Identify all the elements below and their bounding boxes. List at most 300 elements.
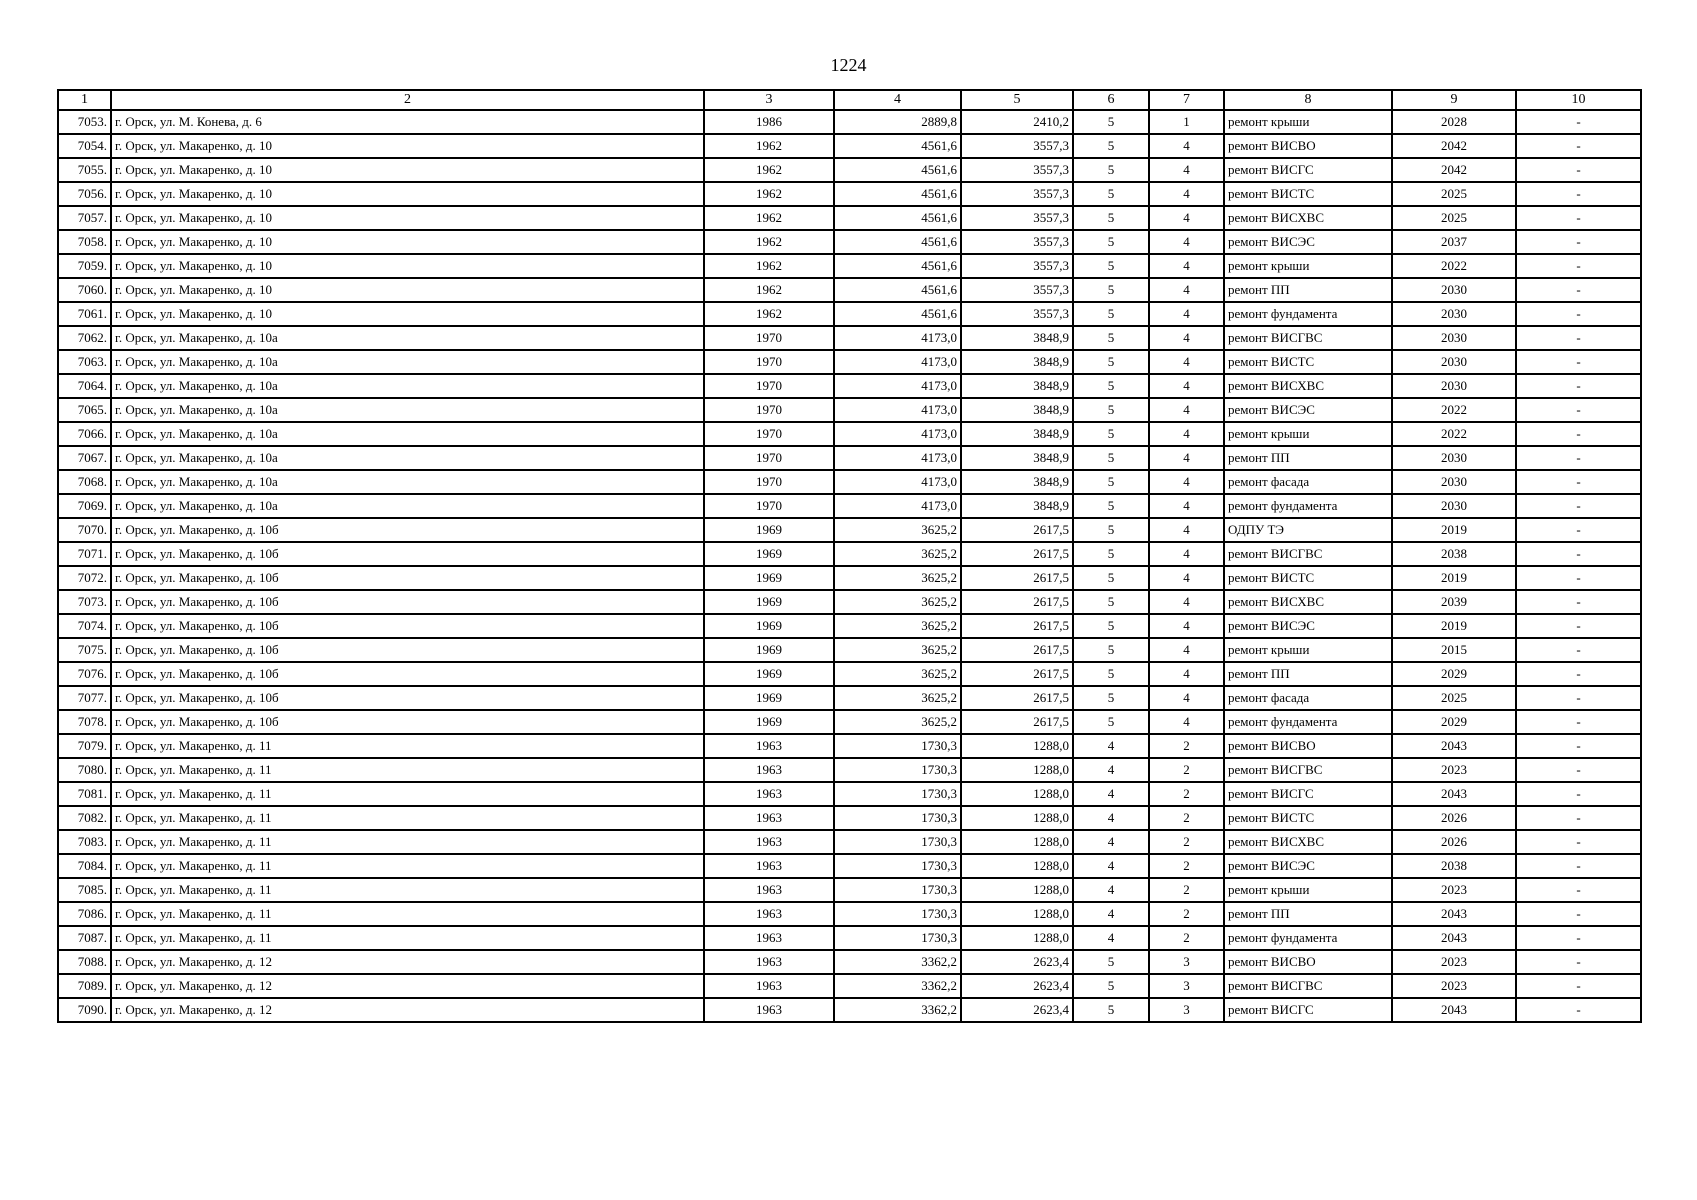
cell-year-built: 1963 (704, 782, 834, 806)
cell-row-number: 7078. (58, 710, 111, 734)
cell-entrances: 4 (1149, 470, 1224, 494)
cell-total-area: 1730,3 (834, 806, 961, 830)
cell-note: - (1516, 158, 1641, 182)
cell-year-built: 1963 (704, 998, 834, 1022)
cell-address: г. Орск, ул. Макаренко, д. 12 (111, 974, 704, 998)
cell-note: - (1516, 470, 1641, 494)
cell-row-number: 7059. (58, 254, 111, 278)
cell-floors: 5 (1073, 134, 1149, 158)
cell-note: - (1516, 686, 1641, 710)
cell-address: г. Орск, ул. Макаренко, д. 10а (111, 374, 704, 398)
cell-year-built: 1969 (704, 662, 834, 686)
cell-entrances: 4 (1149, 662, 1224, 686)
cell-address: г. Орск, ул. Макаренко, д. 10б (111, 590, 704, 614)
cell-entrances: 4 (1149, 542, 1224, 566)
cell-entrances: 4 (1149, 350, 1224, 374)
cell-total-area: 3625,2 (834, 566, 961, 590)
cell-address: г. Орск, ул. Макаренко, д. 11 (111, 806, 704, 830)
cell-year-planned: 2030 (1392, 326, 1516, 350)
cell-row-number: 7056. (58, 182, 111, 206)
cell-floors: 5 (1073, 206, 1149, 230)
cell-year-built: 1969 (704, 590, 834, 614)
table-row (58, 398, 1641, 422)
cell-year-planned: 2042 (1392, 134, 1516, 158)
cell-living-area: 2617,5 (961, 566, 1073, 590)
cell-work-type: ремонт ВИСГС (1224, 158, 1392, 182)
cell-address: г. Орск, ул. Макаренко, д. 10б (111, 638, 704, 662)
cell-note: - (1516, 710, 1641, 734)
cell-entrances: 3 (1149, 950, 1224, 974)
cell-year-planned: 2019 (1392, 566, 1516, 590)
cell-living-area: 1288,0 (961, 878, 1073, 902)
cell-address: г. Орск, ул. Макаренко, д. 10 (111, 158, 704, 182)
cell-year-planned: 2023 (1392, 758, 1516, 782)
cell-total-area: 4561,6 (834, 158, 961, 182)
cell-note: - (1516, 326, 1641, 350)
cell-year-planned: 2022 (1392, 254, 1516, 278)
table-row (58, 686, 1641, 710)
cell-entrances: 4 (1149, 446, 1224, 470)
table-row (58, 590, 1641, 614)
cell-year-planned: 2023 (1392, 950, 1516, 974)
cell-address: г. Орск, ул. Макаренко, д. 10а (111, 422, 704, 446)
cell-year-planned: 2043 (1392, 734, 1516, 758)
cell-note: - (1516, 902, 1641, 926)
cell-row-number: 7063. (58, 350, 111, 374)
cell-address: г. Орск, ул. Макаренко, д. 11 (111, 830, 704, 854)
cell-living-area: 3557,3 (961, 182, 1073, 206)
cell-entrances: 4 (1149, 614, 1224, 638)
table-row (58, 158, 1641, 182)
cell-living-area: 2617,5 (961, 710, 1073, 734)
cell-total-area: 3625,2 (834, 710, 961, 734)
table-row (58, 758, 1641, 782)
column-header-10: 10 (1516, 90, 1641, 110)
table-row (58, 254, 1641, 278)
cell-work-type: ремонт ВИСВО (1224, 950, 1392, 974)
cell-note: - (1516, 662, 1641, 686)
cell-work-type: ремонт ВИСЭС (1224, 230, 1392, 254)
cell-note: - (1516, 782, 1641, 806)
cell-entrances: 4 (1149, 182, 1224, 206)
cell-living-area: 3848,9 (961, 350, 1073, 374)
cell-row-number: 7067. (58, 446, 111, 470)
cell-work-type: ремонт крыши (1224, 638, 1392, 662)
cell-row-number: 7070. (58, 518, 111, 542)
cell-year-built: 1963 (704, 974, 834, 998)
cell-floors: 5 (1073, 422, 1149, 446)
cell-row-number: 7074. (58, 614, 111, 638)
column-header-1: 1 (58, 90, 111, 110)
cell-work-type: ремонт ВИСГВС (1224, 326, 1392, 350)
cell-entrances: 4 (1149, 710, 1224, 734)
cell-year-built: 1962 (704, 206, 834, 230)
table-row (58, 878, 1641, 902)
cell-row-number: 7084. (58, 854, 111, 878)
cell-work-type: ремонт ВИСГВС (1224, 974, 1392, 998)
cell-total-area: 1730,3 (834, 926, 961, 950)
cell-note: - (1516, 830, 1641, 854)
cell-year-built: 1970 (704, 494, 834, 518)
cell-row-number: 7064. (58, 374, 111, 398)
cell-work-type: ремонт ВИСЭС (1224, 854, 1392, 878)
cell-row-number: 7081. (58, 782, 111, 806)
cell-row-number: 7076. (58, 662, 111, 686)
cell-living-area: 1288,0 (961, 806, 1073, 830)
cell-year-planned: 2029 (1392, 710, 1516, 734)
cell-year-planned: 2015 (1392, 638, 1516, 662)
cell-row-number: 7058. (58, 230, 111, 254)
cell-living-area: 1288,0 (961, 830, 1073, 854)
cell-total-area: 3625,2 (834, 686, 961, 710)
cell-floors: 4 (1073, 734, 1149, 758)
cell-year-planned: 2037 (1392, 230, 1516, 254)
cell-floors: 5 (1073, 446, 1149, 470)
cell-year-built: 1962 (704, 134, 834, 158)
cell-note: - (1516, 110, 1641, 134)
cell-year-planned: 2030 (1392, 446, 1516, 470)
cell-entrances: 3 (1149, 974, 1224, 998)
cell-year-built: 1970 (704, 350, 834, 374)
column-header-6: 6 (1073, 90, 1149, 110)
cell-floors: 5 (1073, 686, 1149, 710)
table-row (58, 638, 1641, 662)
cell-work-type: ремонт ВИСГВС (1224, 758, 1392, 782)
cell-address: г. Орск, ул. Макаренко, д. 10 (111, 206, 704, 230)
cell-year-planned: 2026 (1392, 830, 1516, 854)
cell-entrances: 4 (1149, 302, 1224, 326)
registry-table (57, 89, 1642, 1023)
cell-floors: 5 (1073, 158, 1149, 182)
cell-note: - (1516, 734, 1641, 758)
cell-entrances: 2 (1149, 734, 1224, 758)
cell-note: - (1516, 374, 1641, 398)
table-row (58, 998, 1641, 1022)
cell-year-planned: 2028 (1392, 110, 1516, 134)
cell-note: - (1516, 878, 1641, 902)
cell-living-area: 3557,3 (961, 158, 1073, 182)
cell-entrances: 4 (1149, 254, 1224, 278)
table-row (58, 734, 1641, 758)
cell-total-area: 4561,6 (834, 134, 961, 158)
cell-note: - (1516, 998, 1641, 1022)
cell-note: - (1516, 590, 1641, 614)
cell-address: г. Орск, ул. Макаренко, д. 11 (111, 758, 704, 782)
cell-total-area: 3625,2 (834, 614, 961, 638)
cell-row-number: 7068. (58, 470, 111, 494)
cell-floors: 5 (1073, 614, 1149, 638)
cell-floors: 5 (1073, 302, 1149, 326)
cell-note: - (1516, 446, 1641, 470)
cell-address: г. Орск, ул. Макаренко, д. 10б (111, 614, 704, 638)
table-row (58, 326, 1641, 350)
cell-floors: 5 (1073, 278, 1149, 302)
cell-entrances: 2 (1149, 878, 1224, 902)
cell-year-planned: 2030 (1392, 494, 1516, 518)
cell-address: г. Орск, ул. Макаренко, д. 10 (111, 254, 704, 278)
cell-living-area: 3848,9 (961, 494, 1073, 518)
column-header-9: 9 (1392, 90, 1516, 110)
cell-address: г. Орск, ул. Макаренко, д. 10 (111, 230, 704, 254)
cell-floors: 5 (1073, 998, 1149, 1022)
cell-total-area: 4173,0 (834, 494, 961, 518)
cell-floors: 5 (1073, 662, 1149, 686)
cell-note: - (1516, 206, 1641, 230)
cell-living-area: 3557,3 (961, 302, 1073, 326)
cell-row-number: 7087. (58, 926, 111, 950)
cell-entrances: 4 (1149, 374, 1224, 398)
cell-living-area: 2617,5 (961, 614, 1073, 638)
cell-floors: 5 (1073, 974, 1149, 998)
cell-living-area: 3557,3 (961, 278, 1073, 302)
cell-note: - (1516, 950, 1641, 974)
cell-floors: 5 (1073, 518, 1149, 542)
cell-year-built: 1962 (704, 278, 834, 302)
cell-total-area: 4561,6 (834, 230, 961, 254)
column-header-2: 2 (111, 90, 704, 110)
cell-year-planned: 2019 (1392, 614, 1516, 638)
cell-note: - (1516, 926, 1641, 950)
cell-row-number: 7085. (58, 878, 111, 902)
cell-note: - (1516, 974, 1641, 998)
cell-row-number: 7088. (58, 950, 111, 974)
cell-work-type: ремонт фундамента (1224, 926, 1392, 950)
cell-note: - (1516, 230, 1641, 254)
cell-note: - (1516, 350, 1641, 374)
cell-total-area: 4561,6 (834, 206, 961, 230)
cell-year-built: 1970 (704, 470, 834, 494)
cell-note: - (1516, 278, 1641, 302)
column-header-5: 5 (961, 90, 1073, 110)
table-row (58, 950, 1641, 974)
table-row (58, 230, 1641, 254)
cell-entrances: 4 (1149, 518, 1224, 542)
cell-total-area: 3625,2 (834, 590, 961, 614)
cell-living-area: 1288,0 (961, 854, 1073, 878)
cell-living-area: 3848,9 (961, 374, 1073, 398)
cell-work-type: ремонт ВИСХВС (1224, 590, 1392, 614)
cell-address: г. Орск, ул. Макаренко, д. 12 (111, 950, 704, 974)
cell-living-area: 2617,5 (961, 638, 1073, 662)
cell-year-planned: 2022 (1392, 398, 1516, 422)
cell-note: - (1516, 302, 1641, 326)
cell-address: г. Орск, ул. Макаренко, д. 10б (111, 518, 704, 542)
cell-year-built: 1963 (704, 854, 834, 878)
cell-year-planned: 2043 (1392, 998, 1516, 1022)
cell-living-area: 3848,9 (961, 470, 1073, 494)
cell-year-built: 1969 (704, 518, 834, 542)
cell-row-number: 7073. (58, 590, 111, 614)
cell-entrances: 4 (1149, 590, 1224, 614)
cell-row-number: 7077. (58, 686, 111, 710)
cell-row-number: 7061. (58, 302, 111, 326)
cell-entrances: 4 (1149, 230, 1224, 254)
cell-year-planned: 2030 (1392, 374, 1516, 398)
cell-work-type: ремонт ВИСГС (1224, 998, 1392, 1022)
table-row (58, 110, 1641, 134)
cell-work-type: ремонт ВИСТС (1224, 350, 1392, 374)
cell-floors: 5 (1073, 110, 1149, 134)
cell-total-area: 4173,0 (834, 470, 961, 494)
cell-address: г. Орск, ул. Макаренко, д. 10б (111, 686, 704, 710)
cell-total-area: 4173,0 (834, 422, 961, 446)
cell-year-planned: 2025 (1392, 686, 1516, 710)
cell-living-area: 2617,5 (961, 686, 1073, 710)
cell-row-number: 7060. (58, 278, 111, 302)
cell-year-built: 1962 (704, 230, 834, 254)
cell-year-built: 1969 (704, 614, 834, 638)
table-row (58, 806, 1641, 830)
cell-total-area: 2889,8 (834, 110, 961, 134)
cell-address: г. Орск, ул. Макаренко, д. 11 (111, 926, 704, 950)
cell-total-area: 4173,0 (834, 374, 961, 398)
cell-year-built: 1969 (704, 638, 834, 662)
cell-address: г. Орск, ул. Макаренко, д. 12 (111, 998, 704, 1022)
cell-work-type: ремонт ВИСВО (1224, 734, 1392, 758)
cell-address: г. Орск, ул. Макаренко, д. 10а (111, 398, 704, 422)
cell-total-area: 1730,3 (834, 782, 961, 806)
cell-row-number: 7062. (58, 326, 111, 350)
cell-work-type: ремонт ПП (1224, 902, 1392, 926)
cell-note: - (1516, 182, 1641, 206)
cell-address: г. Орск, ул. Макаренко, д. 10 (111, 278, 704, 302)
cell-year-planned: 2029 (1392, 662, 1516, 686)
cell-note: - (1516, 854, 1641, 878)
cell-total-area: 3362,2 (834, 998, 961, 1022)
cell-total-area: 1730,3 (834, 902, 961, 926)
cell-entrances: 4 (1149, 134, 1224, 158)
cell-year-planned: 2030 (1392, 278, 1516, 302)
cell-year-built: 1962 (704, 254, 834, 278)
cell-floors: 5 (1073, 374, 1149, 398)
table-row (58, 902, 1641, 926)
cell-entrances: 4 (1149, 686, 1224, 710)
cell-address: г. Орск, ул. Макаренко, д. 10а (111, 494, 704, 518)
cell-row-number: 7069. (58, 494, 111, 518)
cell-address: г. Орск, ул. Макаренко, д. 10 (111, 182, 704, 206)
table-row (58, 566, 1641, 590)
cell-year-built: 1963 (704, 734, 834, 758)
cell-floors: 5 (1073, 470, 1149, 494)
cell-address: г. Орск, ул. М. Конева, д. 6 (111, 110, 704, 134)
cell-work-type: ремонт ВИСХВС (1224, 374, 1392, 398)
cell-floors: 5 (1073, 710, 1149, 734)
cell-note: - (1516, 422, 1641, 446)
cell-year-built: 1963 (704, 950, 834, 974)
cell-work-type: ремонт фундамента (1224, 302, 1392, 326)
cell-year-built: 1969 (704, 566, 834, 590)
cell-work-type: ремонт ПП (1224, 446, 1392, 470)
cell-year-planned: 2025 (1392, 206, 1516, 230)
cell-living-area: 1288,0 (961, 734, 1073, 758)
cell-note: - (1516, 134, 1641, 158)
cell-row-number: 7057. (58, 206, 111, 230)
column-header-7: 7 (1149, 90, 1224, 110)
cell-living-area: 3848,9 (961, 422, 1073, 446)
cell-work-type: ремонт ВИСТС (1224, 806, 1392, 830)
table-row (58, 134, 1641, 158)
cell-living-area: 3557,3 (961, 206, 1073, 230)
cell-row-number: 7072. (58, 566, 111, 590)
cell-living-area: 2617,5 (961, 518, 1073, 542)
cell-floors: 5 (1073, 182, 1149, 206)
cell-living-area: 1288,0 (961, 926, 1073, 950)
cell-floors: 4 (1073, 782, 1149, 806)
cell-year-built: 1969 (704, 542, 834, 566)
cell-living-area: 2623,4 (961, 950, 1073, 974)
cell-note: - (1516, 518, 1641, 542)
cell-row-number: 7053. (58, 110, 111, 134)
cell-floors: 5 (1073, 542, 1149, 566)
cell-entrances: 4 (1149, 206, 1224, 230)
cell-entrances: 2 (1149, 782, 1224, 806)
cell-living-area: 1288,0 (961, 782, 1073, 806)
table-row (58, 974, 1641, 998)
cell-floors: 5 (1073, 254, 1149, 278)
cell-living-area: 3848,9 (961, 446, 1073, 470)
cell-entrances: 4 (1149, 422, 1224, 446)
table-row (58, 350, 1641, 374)
cell-total-area: 3362,2 (834, 950, 961, 974)
cell-floors: 4 (1073, 902, 1149, 926)
cell-address: г. Орск, ул. Макаренко, д. 10а (111, 470, 704, 494)
cell-total-area: 1730,3 (834, 734, 961, 758)
cell-row-number: 7089. (58, 974, 111, 998)
cell-entrances: 2 (1149, 758, 1224, 782)
cell-year-planned: 2043 (1392, 902, 1516, 926)
cell-floors: 4 (1073, 878, 1149, 902)
table-row (58, 206, 1641, 230)
cell-row-number: 7090. (58, 998, 111, 1022)
cell-floors: 4 (1073, 758, 1149, 782)
cell-floors: 5 (1073, 350, 1149, 374)
cell-year-built: 1969 (704, 710, 834, 734)
cell-work-type: ремонт ПП (1224, 278, 1392, 302)
cell-total-area: 1730,3 (834, 854, 961, 878)
cell-row-number: 7075. (58, 638, 111, 662)
cell-year-planned: 2030 (1392, 470, 1516, 494)
cell-floors: 5 (1073, 950, 1149, 974)
cell-living-area: 2623,4 (961, 998, 1073, 1022)
cell-year-built: 1963 (704, 758, 834, 782)
cell-living-area: 3848,9 (961, 326, 1073, 350)
cell-floors: 5 (1073, 398, 1149, 422)
cell-note: - (1516, 614, 1641, 638)
table-row (58, 518, 1641, 542)
cell-year-planned: 2038 (1392, 542, 1516, 566)
cell-entrances: 2 (1149, 830, 1224, 854)
cell-work-type: ремонт фасада (1224, 686, 1392, 710)
cell-entrances: 4 (1149, 278, 1224, 302)
cell-note: - (1516, 758, 1641, 782)
column-header-4: 4 (834, 90, 961, 110)
cell-entrances: 4 (1149, 566, 1224, 590)
cell-total-area: 4561,6 (834, 254, 961, 278)
cell-work-type: ремонт ВИСХВС (1224, 830, 1392, 854)
cell-year-built: 1963 (704, 806, 834, 830)
cell-row-number: 7054. (58, 134, 111, 158)
cell-address: г. Орск, ул. Макаренко, д. 10 (111, 134, 704, 158)
cell-note: - (1516, 566, 1641, 590)
cell-year-built: 1962 (704, 182, 834, 206)
cell-note: - (1516, 494, 1641, 518)
cell-row-number: 7080. (58, 758, 111, 782)
cell-work-type: ремонт ВИСТС (1224, 182, 1392, 206)
cell-floors: 5 (1073, 494, 1149, 518)
cell-work-type: ремонт крыши (1224, 254, 1392, 278)
cell-entrances: 4 (1149, 494, 1224, 518)
cell-entrances: 2 (1149, 926, 1224, 950)
